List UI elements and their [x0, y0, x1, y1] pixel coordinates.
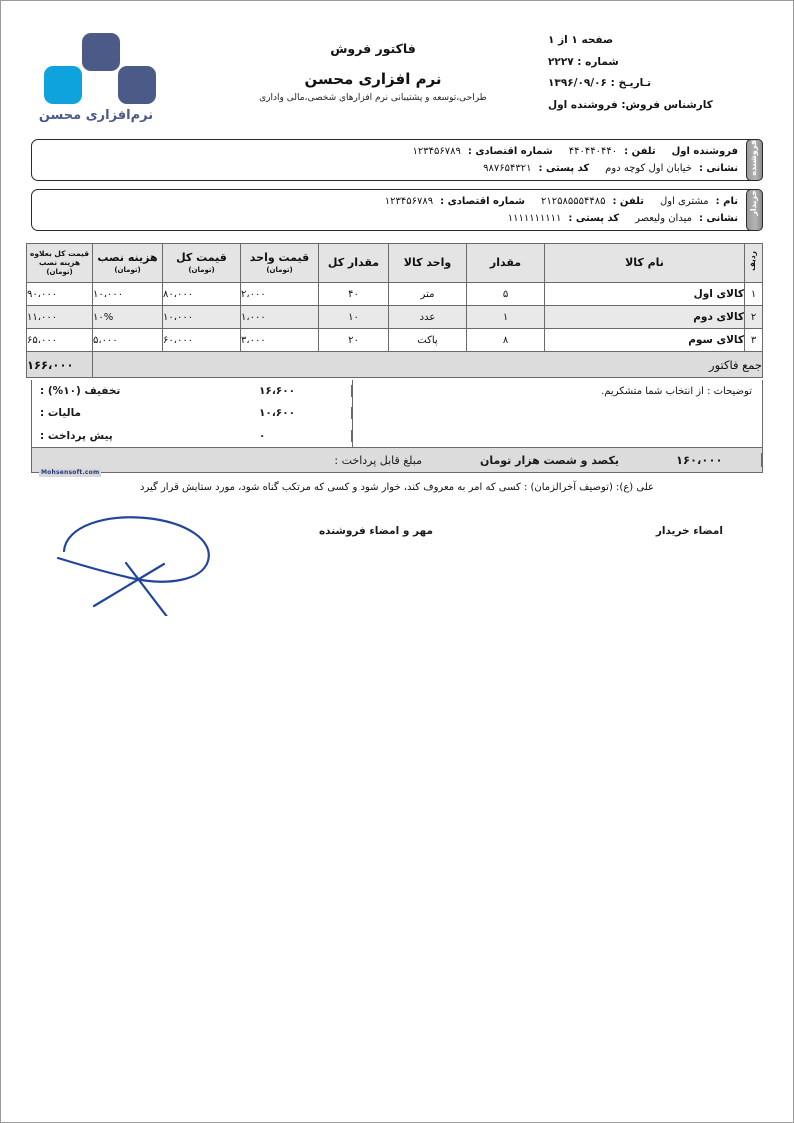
invoice-notes: توضیحات : از انتخاب شما متشکریم. [352, 380, 762, 447]
col-header-qty: مقدار [467, 244, 545, 283]
cell-unit-price: ۱،۰۰۰ [241, 306, 319, 329]
buyer-line-1 [42, 196, 738, 207]
seller-signature-label: مهر و امضاء فروشنده [318, 525, 433, 537]
grand-total-words: یکصد و شصت هزار تومان [479, 453, 620, 467]
invoice-subtotal-value: ۱۶۶،۰۰۰ [27, 352, 93, 378]
seller-econ-label: شماره اقتصادی : [467, 146, 553, 157]
buyer-tab-label: خریدار [746, 189, 763, 231]
header-title-block [208, 41, 538, 103]
cell-radif: ۲ [745, 306, 763, 329]
grand-total-label: مبلغ قابل پرداخت : [334, 453, 422, 467]
fee-label-prepayment: پیش پرداخت : [40, 429, 113, 442]
invoice-date-value: ۱۳۹۶/۰۹/۰۶ [548, 77, 607, 89]
company-tagline: طراحی،توسعه و پشتیبانی نرم افزارهای شخصی،مالی واداری [259, 93, 487, 103]
col-header-unit: واحد کالا [389, 244, 467, 283]
table-row [27, 306, 763, 329]
page-number: صفحه ۱ از ۱ [548, 34, 614, 46]
fee-row-discount [32, 380, 352, 402]
fee-label-discount: تخفیف (۱۰%) : [40, 385, 121, 398]
items-table-wrapper [27, 243, 763, 378]
sales-agent-label: کارشناس فروش: [621, 98, 713, 111]
seller-address-label: نشانی : [698, 163, 738, 174]
cell-qty: ۱ [467, 306, 545, 329]
cell-install-fee: ۱۰% [93, 306, 163, 329]
fees-list [32, 380, 352, 447]
seller-line-2 [42, 163, 738, 174]
cell-grand-item: ۶۵،۰۰۰ [27, 329, 93, 352]
sales-agent-line [548, 100, 763, 111]
seller-line-1 [42, 146, 738, 157]
cell-install-fee: ۵،۰۰۰ [93, 329, 163, 352]
cell-total-price: ۶۰،۰۰۰ [163, 329, 241, 352]
notes-and-fees-block [31, 380, 763, 448]
table-row [27, 329, 763, 352]
cell-unit: عدد [389, 306, 467, 329]
cell-install-fee: ۱۰،۰۰۰ [93, 283, 163, 306]
table-row [27, 283, 763, 306]
cell-qty-total: ۲۰ [319, 329, 389, 352]
items-table-header-row [27, 244, 763, 283]
seller-phone-value: ۴۴۰۴۴۰۴۴۰ [568, 146, 618, 157]
footer-quote: علی (ع): (توصیف آخرالزمان) : کسی که امر به معروف کند، خوار شود و کسی که مرتکب گناه شود، مورد ستایش قرار گیرد [140, 482, 654, 493]
invoice-date-label: تـاریـخ : [610, 77, 652, 89]
col-header-radif: ردیف [745, 244, 763, 283]
seller-info-box [31, 139, 763, 181]
buyer-econ-label: شماره اقتصادی : [440, 196, 525, 207]
buyer-phone-value: ۲۱۲۵۸۵۵۵۴۴۸۵ [541, 196, 606, 207]
buyer-econ-value: ۱۲۳۴۵۶۷۸۹ [384, 196, 434, 207]
buyer-phone-label: تلفن : [612, 196, 644, 207]
fee-label-tax: مالیات : [40, 407, 82, 420]
cell-radif: ۱ [745, 283, 763, 306]
col-header-grand-item: قیمت کل بعلاوه هزینه نصب (تومان) [27, 244, 93, 283]
cell-unit-price: ۳،۰۰۰ [241, 329, 319, 352]
header-meta-block [548, 35, 763, 121]
seller-name: فروشنده اول [671, 146, 738, 157]
fee-value-tax: ۱۰،۶۰۰ [250, 407, 352, 419]
buyer-name-value: مشتری اول [659, 196, 709, 207]
seller-address-value: خیابان اول کوچه دوم [605, 163, 692, 174]
cell-grand-item: ۱۱،۰۰۰ [27, 306, 93, 329]
cell-unit: پاکت [389, 329, 467, 352]
cell-unit: متر [389, 283, 467, 306]
cell-radif: ۳ [745, 329, 763, 352]
logo-square-accent-icon [44, 66, 82, 104]
logo-square-right-icon [118, 66, 156, 104]
invoice-date-line [548, 78, 763, 89]
invoice-number-label: شماره : [577, 55, 619, 68]
buyer-postal-value: ۱۱۱۱۱۱۱۱۱۱ [507, 213, 562, 224]
fee-row-tax [32, 402, 352, 424]
seller-econ-value: ۱۲۳۴۵۶۷۸۹ [412, 146, 461, 157]
cell-name: کالای دوم [545, 306, 745, 329]
fee-value-prepayment: ۰ [250, 430, 352, 442]
seller-signature-drawing [36, 506, 296, 616]
fee-value-discount: ۱۶،۶۰۰ [250, 385, 352, 397]
buyer-signature-label: امضاء خریدار [655, 525, 723, 537]
cell-qty-total: ۱۰ [319, 306, 389, 329]
seller-tab-label: فروشنده [746, 139, 763, 181]
buyer-info-box [31, 189, 763, 231]
buyer-address-label: نشانی : [698, 213, 738, 224]
grand-total-row [31, 448, 763, 473]
cell-unit-price: ۲،۰۰۰ [241, 283, 319, 306]
items-table [26, 243, 763, 378]
col-header-name: نام کالا [545, 244, 745, 283]
company-name: نرم افزاری محسن [304, 70, 442, 88]
col-header-unit-price: قیمت واحد (تومان) [241, 244, 319, 283]
document-header [31, 35, 763, 131]
cell-total-price: ۱۰،۰۰۰ [163, 306, 241, 329]
invoice-number-value: ۲۲۲۷ [548, 55, 574, 68]
seller-phone-label: تلفن : [624, 146, 656, 157]
logo-square-top-icon [82, 33, 120, 71]
cell-total-price: ۸۰،۰۰۰ [163, 283, 241, 306]
col-header-qty-total: مقدار کل [319, 244, 389, 283]
cell-qty-total: ۴۰ [319, 283, 389, 306]
buyer-name-label: نام : [715, 196, 738, 207]
document-type-title: فاکتور فروش [330, 41, 416, 56]
buyer-address-value: میدان ولیعصر [635, 213, 692, 224]
seller-postal-label: کد پستی : [538, 163, 590, 174]
watermark: Mohsensoft.com [41, 469, 100, 476]
invoice-number-line [548, 57, 763, 68]
invoice-subtotal-label: جمع فاکتور [93, 352, 763, 378]
col-header-total-price: قیمت کل (تومان) [163, 244, 241, 283]
grand-total-value: ۱۶۰،۰۰۰ [667, 453, 762, 467]
cell-name: کالای سوم [545, 329, 745, 352]
col-header-install-fee: هزینه نصب (تومان) [93, 244, 163, 283]
cell-grand-item: ۹۰،۰۰۰ [27, 283, 93, 306]
cell-qty: ۸ [467, 329, 545, 352]
cell-name: کالای اول [545, 283, 745, 306]
fee-row-prepayment [32, 425, 352, 447]
sales-agent-value: فروشنده اول [548, 98, 618, 111]
logo-wordmark: نرم‌افزاری محسن [38, 108, 154, 123]
company-logo [31, 33, 161, 133]
seller-postal-value: ۹۸۷۶۵۴۳۲۱ [483, 163, 532, 174]
buyer-line-2 [42, 213, 738, 224]
buyer-postal-label: کد پستی : [568, 213, 620, 224]
cell-qty: ۵ [467, 283, 545, 306]
invoice-subtotal-row [27, 352, 763, 378]
logo-mark-icon [40, 33, 152, 107]
